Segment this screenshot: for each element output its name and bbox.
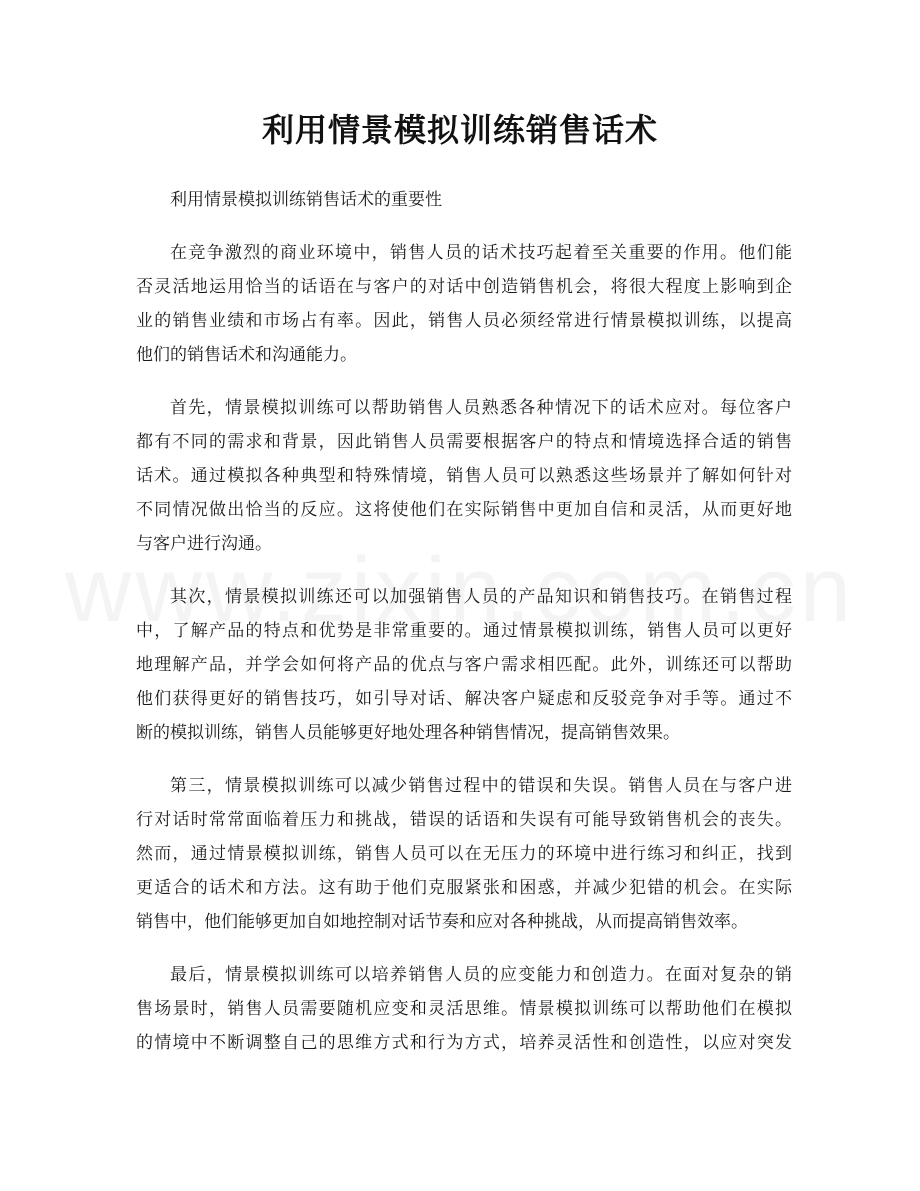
body-paragraph [136,580,792,750]
paragraph-list [136,236,792,1060]
body-paragraph [136,391,792,561]
paragraph-line: 中，了解产品的特点和优势是非常重要的。通过情景模拟训练，销售人员可以更好 [136,621,792,641]
paragraph-line: 的情境中不断调整自己的思维方式和行为方式，培养灵活性和创造性，以应对突发 [136,1033,792,1053]
paragraph-line: 不同情况做出恰当的反应。这将使他们在实际销售中更加自信和灵活，从而更好地 [136,500,792,520]
paragraph-line: 与客户进行沟通。 [136,534,272,554]
paragraph-line: 否灵活地运用恰当的话语在与客户的对话中创造销售机会，将很大程度上影响到企 [136,277,792,297]
document-body [136,183,792,1079]
paragraph-line: 首先，情景模拟训练可以帮助销售人员熟悉各种情况下的话术应对。每位客户 [170,398,792,418]
body-paragraph [136,236,792,372]
paragraph-line: 更适合的话术和方法。这有助于他们克服紧张和困惑，并减少犯错的机会。在实际 [136,878,792,898]
paragraph-line: 然而，通过情景模拟训练，销售人员可以在无压力的环境中进行练习和纠正，找到 [136,844,792,864]
paragraph-line: 行对话时常常面临着压力和挑战，错误的话语和失误有可能导致销售机会的丧失。 [136,810,792,830]
paragraph-line: 销售中，他们能够更加自如地控制对话节奏和应对各种挑战，从而提高销售效率。 [136,912,748,932]
paragraph-line: 都有不同的需求和背景，因此销售人员需要根据客户的特点和情境选择合适的销售 [136,432,792,452]
paragraph-line: 地理解产品，并学会如何将产品的优点与客户需求相匹配。此外，训练还可以帮助 [136,655,792,675]
document-title: 利用情景模拟训练销售话术 [261,111,658,149]
paragraph-line: 最后，情景模拟训练可以培养销售人员的应变能力和创造力。在面对复杂的销 [170,965,792,985]
paragraph-line: 业的销售业绩和市场占有率。因此，销售人员必须经常进行情景模拟训练，以提高 [136,311,792,331]
section-subtitle: 利用情景模拟训练销售话术的重要性 [170,190,442,210]
paragraph-line: 他们的销售话术和沟通能力。 [136,345,357,365]
paragraph-line: 售场景时，销售人员需要随机应变和灵活思维。情景模拟训练可以帮助他们在模拟 [136,999,792,1019]
body-paragraph [136,769,792,939]
paragraph-line: 在竞争激烈的商业环境中，销售人员的话术技巧起着至关重要的作用。他们能 [170,243,792,263]
body-paragraph [136,958,792,1060]
paragraph-line: 话术。通过模拟各种典型和特殊情境，销售人员可以熟悉这些场景并了解如何针对 [136,466,792,486]
paragraph-line: 断的模拟训练，销售人员能够更好地处理各种销售情况，提高销售效果。 [136,723,680,743]
paragraph-line: 第三，情景模拟训练可以减少销售过程中的错误和失误。销售人员在与客户进 [170,776,792,796]
paragraph-line: 他们获得更好的销售技巧，如引导对话、解决客户疑虑和反驳竞争对手等。通过不 [136,689,792,709]
paragraph-line: 其次，情景模拟训练还可以加强销售人员的产品知识和销售技巧。在销售过程 [170,587,792,607]
